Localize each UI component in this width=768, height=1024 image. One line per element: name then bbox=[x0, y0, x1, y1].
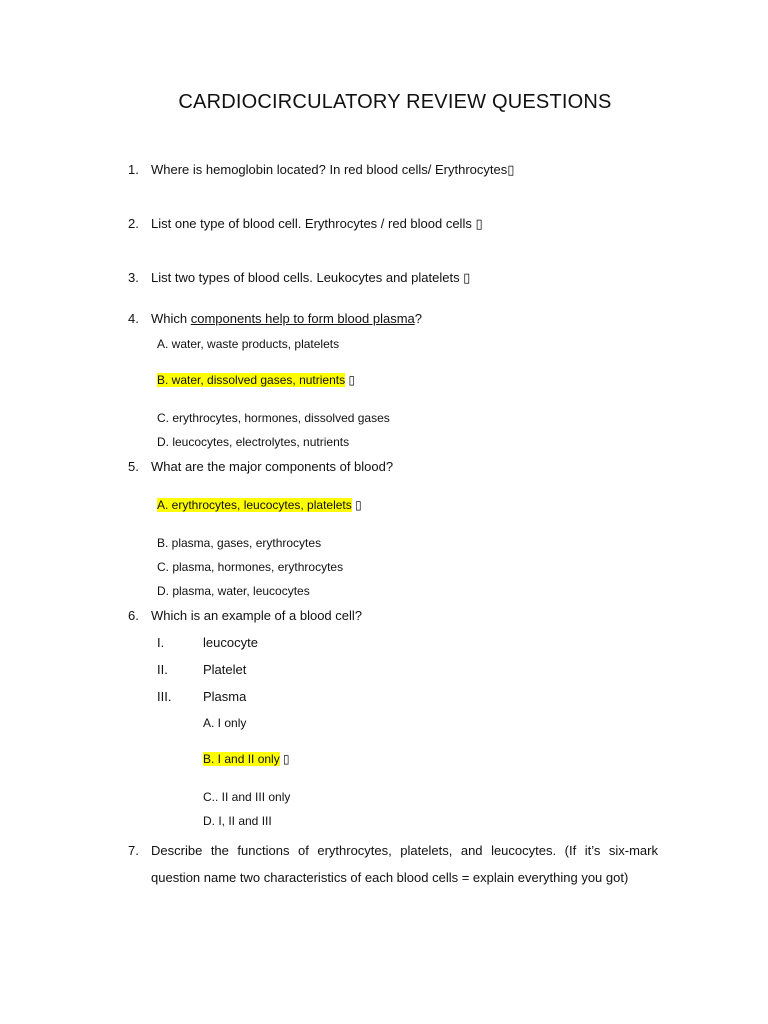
answer-mark: ▯ bbox=[279, 752, 290, 766]
option-d: D. plasma, water, leucocytes bbox=[157, 584, 310, 598]
option-c: C.. II and III only bbox=[203, 790, 291, 804]
question-text: List one type of blood cell. Erythrocytes / red blood cells ▯ bbox=[151, 216, 483, 231]
option-b bbox=[203, 751, 290, 767]
highlighted-answer: B. I and II only bbox=[203, 752, 280, 766]
roman-numeral: I. bbox=[157, 635, 165, 650]
question-number: 1. bbox=[128, 162, 139, 177]
option-a: A. I only bbox=[203, 716, 247, 730]
option-a bbox=[157, 497, 362, 513]
option-b: B. plasma, gases, erythrocytes bbox=[157, 536, 322, 550]
question-text: Where is hemoglobin located? In red blood cells/ Erythrocytes▯ bbox=[151, 162, 515, 177]
answer-mark: ▯ bbox=[351, 498, 362, 512]
option-d: D. leucocytes, electrolytes, nutrients bbox=[157, 435, 350, 449]
question-number: 2. bbox=[128, 216, 139, 231]
roman-item-label: Platelet bbox=[203, 662, 247, 677]
question-text-prefix: Which bbox=[151, 311, 191, 326]
roman-numeral: III. bbox=[157, 689, 172, 704]
question-text: What are the major components of blood? bbox=[151, 459, 394, 474]
option-c: C. erythrocytes, hormones, dissolved gases bbox=[157, 411, 390, 425]
option-d: D. I, II and III bbox=[203, 814, 272, 828]
option-a: A. water, waste products, platelets bbox=[157, 337, 340, 351]
roman-item-label: leucocyte bbox=[203, 635, 258, 650]
highlighted-answer: A. erythrocytes, leucocytes, platelets bbox=[157, 498, 352, 512]
highlighted-answer: B. water, dissolved gases, nutrients bbox=[157, 373, 346, 387]
question-text: Which is an example of a blood cell? bbox=[151, 608, 363, 623]
option-b bbox=[157, 372, 355, 388]
question-number: 5. bbox=[128, 459, 139, 474]
page-title: CARDIOCIRCULATORY REVIEW QUESTIONS bbox=[178, 91, 612, 113]
question-number: 3. bbox=[128, 270, 139, 285]
question-text: List two types of blood cells. Leukocytes and platelets ▯ bbox=[151, 270, 471, 285]
question-text-suffix: ? bbox=[414, 311, 422, 326]
question-text bbox=[151, 311, 422, 327]
roman-numeral: II. bbox=[157, 662, 168, 677]
roman-item-label: Plasma bbox=[203, 689, 247, 704]
question-number: 4. bbox=[128, 311, 139, 326]
question-number: 7. bbox=[128, 843, 139, 858]
question-number: 6. bbox=[128, 608, 139, 623]
answer-mark: ▯ bbox=[345, 373, 356, 387]
option-c: C. plasma, hormones, erythrocytes bbox=[157, 560, 344, 574]
question-text: Describe the functions of erythrocytes, platelets, and leucocytes. (If it’s six-mark question name two characteristics of each blood cells = explain everything you got) bbox=[151, 843, 658, 885]
underlined-phrase: components help to form blood plasma bbox=[190, 311, 415, 326]
